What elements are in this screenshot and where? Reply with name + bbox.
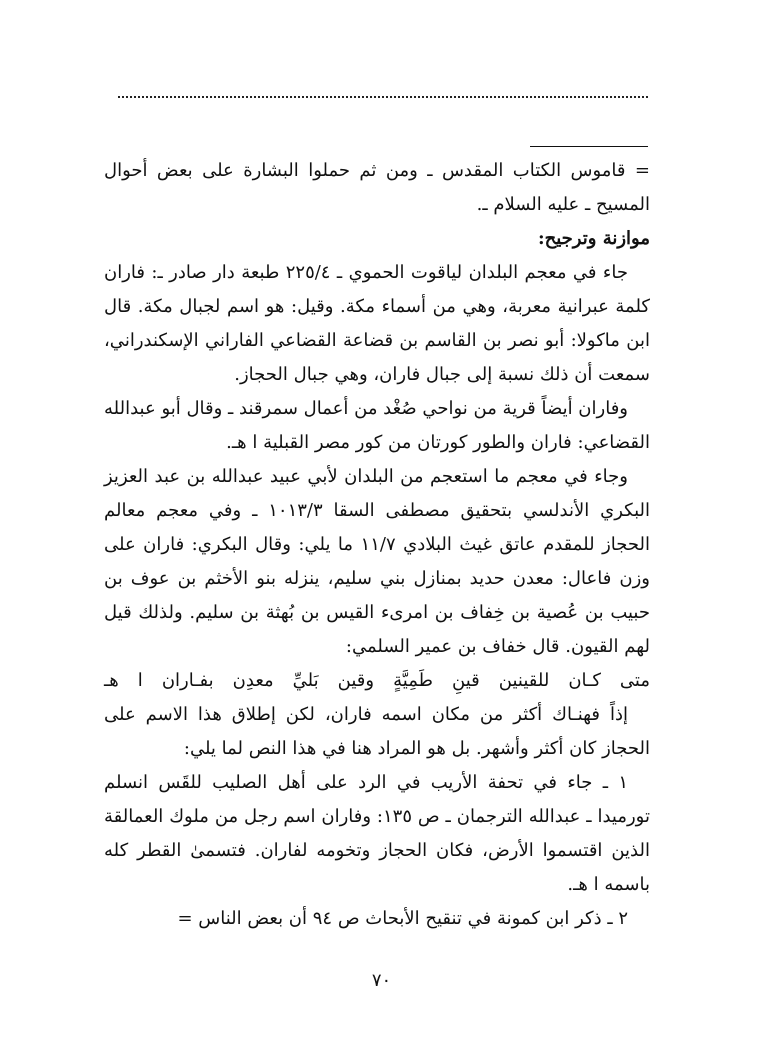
section-heading: موازنة وترجيح: bbox=[537, 228, 650, 249]
paragraph-muajam-buldan: جاء في معجم البلدان لياقوت الحموي ـ ٢٢٥/٤ طبعة دار صادر ـ: فاران كلمة عبرانية معربة، وهي من أسماء مكة. وقيل: هو اسم لجبال مكة. قال ابن ماكولا: أبو نصر بن القاسم بن قضاعة القضاعي الفاراني الإسكندراني، سمعت أن ذلك نسبة إلى جبال فاران، وهي جبال الحجاز. bbox=[104, 262, 650, 385]
poetry-verse: متى كـان للقينين قينِ طَمِيَّةٍ وقين بَليِّ معدِن بفـاران ا هـ bbox=[104, 670, 650, 691]
paragraph-conclusion: إذاً فهنـاك أكثر من مكان اسمه فاران، لكن إطلاق هذا الاسم على الحجاز كان أكثر وأشهر. بل هو المراد هنا في هذا النص لما يلي: bbox=[104, 704, 650, 759]
paragraph-bakri: وجاء في معجم ما استعجم من البلدان لأبي عبيد عبدالله بن عبد العزيز البكري الأندلسي بتحقيق مصطفى السقا ١٠١٣/٣ ـ وفي معجم معالم الحجاز للمقدم عاتق غيث البلادي ١١/٧ ما يلي: وقال البكري: فاران على وزن فاعال: معدن حديد بمنازل بني سليم، ينزله بنو الأخثم بن عوف بن حبيب بن عُصية بن خِفاف بن امرىء القيس بن بُهثة بن سليم. ولذلك قيل لهم القيون. قال خفاف بن عمير السلمي: bbox=[104, 466, 650, 657]
paragraph-faran-sughd: وفاران أيضاً قرية من نواحي صُغْد من أعمال سمرقند ـ وقال أبو عبدالله القضاعي: فاران والطور كورتان من كور مصر القبلية ا هـ. bbox=[104, 398, 650, 453]
paragraph-point-1: ١ ـ جاء في تحفة الأريب في الرد على أهل الصليب للقَس انسلم تورميدا ـ عبدالله الترجمان ـ ص ١٣٥: وفاران اسم رجل من ملوك العمالقة الذين اقتسموا الأرض، فكان الحجاز وتخومه لفاران. فتسمىٰ القطر كله باسمه ا هـ. bbox=[104, 772, 650, 895]
page-number: ٧٠ bbox=[371, 970, 392, 991]
dotted-separator bbox=[118, 96, 648, 98]
paragraph-continuation: = قاموس الكتاب المقدس ـ ومن ثم حملوا البشارة على بعض أحوال المسيح ـ عليه السلام ـ. bbox=[104, 160, 650, 215]
paragraph-point-2: ٢ ـ ذكر ابن كمونة في تنقيح الأبحاث ص ٩٤ أن بعض الناس = bbox=[177, 908, 628, 929]
page-body bbox=[104, 154, 650, 936]
footnote-rule bbox=[530, 146, 648, 147]
